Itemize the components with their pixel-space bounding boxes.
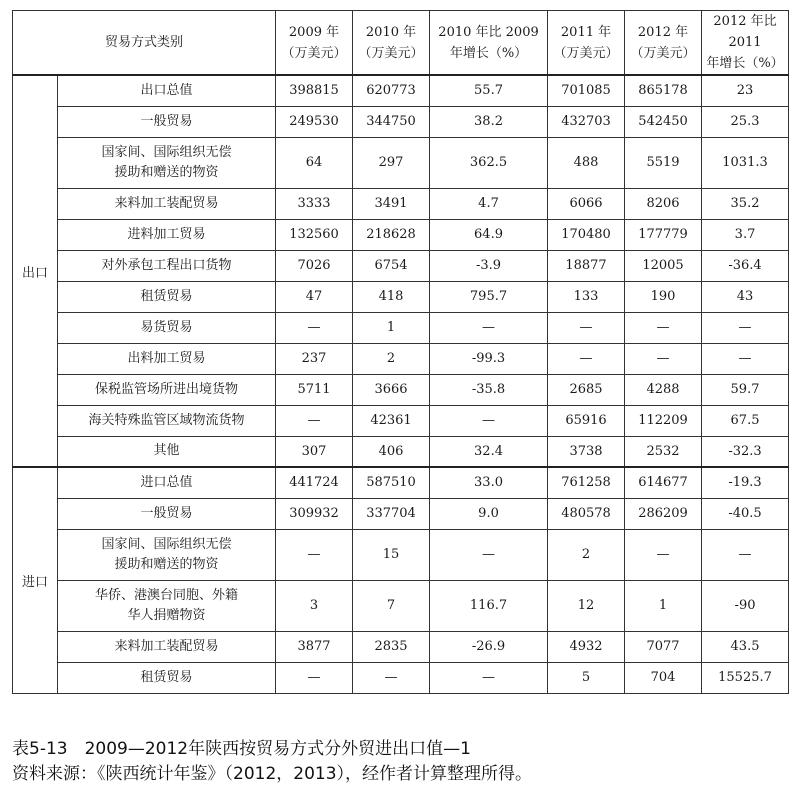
header-row xyxy=(13,11,789,76)
growth-2010-cell: -99.3 xyxy=(430,343,548,374)
value-2009-cell: 309932 xyxy=(276,498,353,529)
growth-2010-cell: -26.9 xyxy=(430,631,548,662)
growth-2010-cell: 33.0 xyxy=(430,467,548,498)
category-cell: 其他 xyxy=(58,436,276,467)
value-2010-cell: 15 xyxy=(353,529,430,580)
category-cell: 进料加工贸易 xyxy=(58,219,276,250)
value-2010-cell: 3666 xyxy=(353,374,430,405)
value-2012-cell: 542450 xyxy=(625,106,702,137)
category-cell: 租赁贸易 xyxy=(58,281,276,312)
table-row xyxy=(13,219,789,250)
growth-2010-cell: — xyxy=(430,662,548,693)
growth-2012-cell: -40.5 xyxy=(702,498,789,529)
value-2012-cell: 865178 xyxy=(625,75,702,106)
value-2011-cell: 6066 xyxy=(548,188,625,219)
value-2011-cell: 701085 xyxy=(548,75,625,106)
value-2010-cell: 6754 xyxy=(353,250,430,281)
header-2012: 2012 年 （万美元） xyxy=(625,11,702,76)
group-label: 进口 xyxy=(13,467,58,693)
table-row xyxy=(13,106,789,137)
value-2009-cell: 3333 xyxy=(276,188,353,219)
value-2010-cell: 418 xyxy=(353,281,430,312)
table-row xyxy=(13,436,789,467)
value-2009-cell: 237 xyxy=(276,343,353,374)
value-2011-cell: 65916 xyxy=(548,405,625,436)
value-2009-cell: 132560 xyxy=(276,219,353,250)
table-row xyxy=(13,75,789,106)
category-cell: 进口总值 xyxy=(58,467,276,498)
value-2009-cell: 398815 xyxy=(276,75,353,106)
table-row xyxy=(13,188,789,219)
growth-2010-cell: 55.7 xyxy=(430,75,548,106)
value-2012-cell: 8206 xyxy=(625,188,702,219)
value-2011-cell: 488 xyxy=(548,137,625,188)
value-2012-cell: 190 xyxy=(625,281,702,312)
growth-2010-cell: — xyxy=(430,312,548,343)
group-label: 出口 xyxy=(13,75,58,467)
value-2012-cell: 112209 xyxy=(625,405,702,436)
growth-2012-cell: 67.5 xyxy=(702,405,789,436)
growth-2012-cell: — xyxy=(702,529,789,580)
growth-2012-cell: 15525.7 xyxy=(702,662,789,693)
value-2012-cell: 614677 xyxy=(625,467,702,498)
statistics-document xyxy=(12,10,788,694)
table-caption xyxy=(12,737,788,787)
value-2011-cell: 12 xyxy=(548,580,625,631)
value-2009-cell: — xyxy=(276,312,353,343)
value-2009-cell: 3877 xyxy=(276,631,353,662)
category-cell: 出料加工贸易 xyxy=(58,343,276,374)
category-cell: 来料加工装配贸易 xyxy=(58,188,276,219)
growth-2010-cell: 32.4 xyxy=(430,436,548,467)
growth-2010-cell: 4.7 xyxy=(430,188,548,219)
table-row xyxy=(13,281,789,312)
header-growth-2012: 2012 年比 2011 年增长（%） xyxy=(702,11,789,76)
value-2011-cell: 2685 xyxy=(548,374,625,405)
value-2009-cell: 64 xyxy=(276,137,353,188)
growth-2010-cell: — xyxy=(430,405,548,436)
value-2011-cell: 3738 xyxy=(548,436,625,467)
value-2009-cell: — xyxy=(276,405,353,436)
growth-2012-cell: -36.4 xyxy=(702,250,789,281)
value-2011-cell: 480578 xyxy=(548,498,625,529)
value-2010-cell: 2835 xyxy=(353,631,430,662)
value-2009-cell: 441724 xyxy=(276,467,353,498)
table-row xyxy=(13,498,789,529)
growth-2010-cell: 116.7 xyxy=(430,580,548,631)
value-2012-cell: — xyxy=(625,343,702,374)
value-2012-cell: 4288 xyxy=(625,374,702,405)
value-2010-cell: 337704 xyxy=(353,498,430,529)
value-2012-cell: 5519 xyxy=(625,137,702,188)
value-2009-cell: 47 xyxy=(276,281,353,312)
table-row xyxy=(13,662,789,693)
growth-2012-cell: -19.3 xyxy=(702,467,789,498)
value-2012-cell: 2532 xyxy=(625,436,702,467)
growth-2012-cell: — xyxy=(702,343,789,374)
category-cell: 国家间、国际组织无偿 援助和赠送的物资 xyxy=(58,137,276,188)
value-2010-cell: 2 xyxy=(353,343,430,374)
value-2009-cell: 249530 xyxy=(276,106,353,137)
table-row xyxy=(13,405,789,436)
header-2010: 2010 年 （万美元） xyxy=(353,11,430,76)
header-growth-2010: 2010 年比 2009 年增长（%） xyxy=(430,11,548,76)
growth-2012-cell: 23 xyxy=(702,75,789,106)
value-2010-cell: 218628 xyxy=(353,219,430,250)
header-2009: 2009 年 （万美元） xyxy=(276,11,353,76)
table-row xyxy=(13,529,789,580)
growth-2012-cell: 3.7 xyxy=(702,219,789,250)
value-2011-cell: 761258 xyxy=(548,467,625,498)
growth-2010-cell: 362.5 xyxy=(430,137,548,188)
category-cell: 来料加工装配贸易 xyxy=(58,631,276,662)
caption-title: 表5-13 2009—2012年陕西按贸易方式分外贸进出口值—1 xyxy=(12,739,471,759)
header-category-text: 贸易方式类别 xyxy=(105,35,184,50)
value-2012-cell: — xyxy=(625,312,702,343)
table-row xyxy=(13,343,789,374)
growth-2010-cell: 795.7 xyxy=(430,281,548,312)
table-row xyxy=(13,631,789,662)
growth-2012-cell: 1031.3 xyxy=(702,137,789,188)
category-cell: 华侨、港澳台同胞、外籍 华人捐赠物资 xyxy=(58,580,276,631)
growth-2012-cell: — xyxy=(702,312,789,343)
value-2011-cell: 18877 xyxy=(548,250,625,281)
value-2010-cell: — xyxy=(353,662,430,693)
value-2009-cell: — xyxy=(276,662,353,693)
value-2012-cell: 177779 xyxy=(625,219,702,250)
value-2011-cell: 5 xyxy=(548,662,625,693)
growth-2012-cell: 35.2 xyxy=(702,188,789,219)
value-2012-cell: 7077 xyxy=(625,631,702,662)
caption-source: 资料来源：《陕西统计年鉴》（2012，2013），经作者计算整理所得。 xyxy=(12,764,533,784)
growth-2012-cell: -32.3 xyxy=(702,436,789,467)
value-2011-cell: 133 xyxy=(548,281,625,312)
value-2011-cell: 4932 xyxy=(548,631,625,662)
value-2011-cell: 2 xyxy=(548,529,625,580)
growth-2012-cell: 59.7 xyxy=(702,374,789,405)
table-row xyxy=(13,467,789,498)
value-2010-cell: 3491 xyxy=(353,188,430,219)
growth-2012-cell: 43 xyxy=(702,281,789,312)
value-2011-cell: — xyxy=(548,312,625,343)
value-2010-cell: 406 xyxy=(353,436,430,467)
growth-2010-cell: -35.8 xyxy=(430,374,548,405)
value-2009-cell: 5711 xyxy=(276,374,353,405)
value-2011-cell: 432703 xyxy=(548,106,625,137)
category-cell: 海关特殊监管区域物流货物 xyxy=(58,405,276,436)
value-2010-cell: 620773 xyxy=(353,75,430,106)
category-cell: 国家间、国际组织无偿 援助和赠送的物资 xyxy=(58,529,276,580)
value-2009-cell: 3 xyxy=(276,580,353,631)
value-2012-cell: — xyxy=(625,529,702,580)
growth-2010-cell: -3.9 xyxy=(430,250,548,281)
value-2012-cell: 286209 xyxy=(625,498,702,529)
table-row xyxy=(13,250,789,281)
growth-2012-cell: -90 xyxy=(702,580,789,631)
value-2011-cell: 170480 xyxy=(548,219,625,250)
table-row xyxy=(13,137,789,188)
growth-2012-cell: 25.3 xyxy=(702,106,789,137)
header-2011: 2011 年 （万美元） xyxy=(548,11,625,76)
value-2012-cell: 704 xyxy=(625,662,702,693)
table-row xyxy=(13,312,789,343)
growth-2010-cell: — xyxy=(430,529,548,580)
value-2010-cell: 7 xyxy=(353,580,430,631)
growth-2010-cell: 9.0 xyxy=(430,498,548,529)
category-cell: 出口总值 xyxy=(58,75,276,106)
table-body xyxy=(13,75,789,693)
growth-2012-cell: 43.5 xyxy=(702,631,789,662)
trade-table xyxy=(12,10,789,694)
category-cell: 易货贸易 xyxy=(58,312,276,343)
value-2010-cell: 297 xyxy=(353,137,430,188)
value-2009-cell: — xyxy=(276,529,353,580)
category-cell: 对外承包工程出口货物 xyxy=(58,250,276,281)
value-2010-cell: 1 xyxy=(353,312,430,343)
table-row xyxy=(13,580,789,631)
value-2010-cell: 344750 xyxy=(353,106,430,137)
category-cell: 保税监管场所进出境货物 xyxy=(58,374,276,405)
growth-2010-cell: 64.9 xyxy=(430,219,548,250)
value-2009-cell: 7026 xyxy=(276,250,353,281)
value-2011-cell: — xyxy=(548,343,625,374)
value-2012-cell: 12005 xyxy=(625,250,702,281)
value-2009-cell: 307 xyxy=(276,436,353,467)
value-2012-cell: 1 xyxy=(625,580,702,631)
value-2010-cell: 42361 xyxy=(353,405,430,436)
table-row xyxy=(13,374,789,405)
category-cell: 租赁贸易 xyxy=(58,662,276,693)
category-cell: 一般贸易 xyxy=(58,106,276,137)
header-category xyxy=(13,11,276,76)
value-2010-cell: 587510 xyxy=(353,467,430,498)
category-cell: 一般贸易 xyxy=(58,498,276,529)
growth-2010-cell: 38.2 xyxy=(430,106,548,137)
